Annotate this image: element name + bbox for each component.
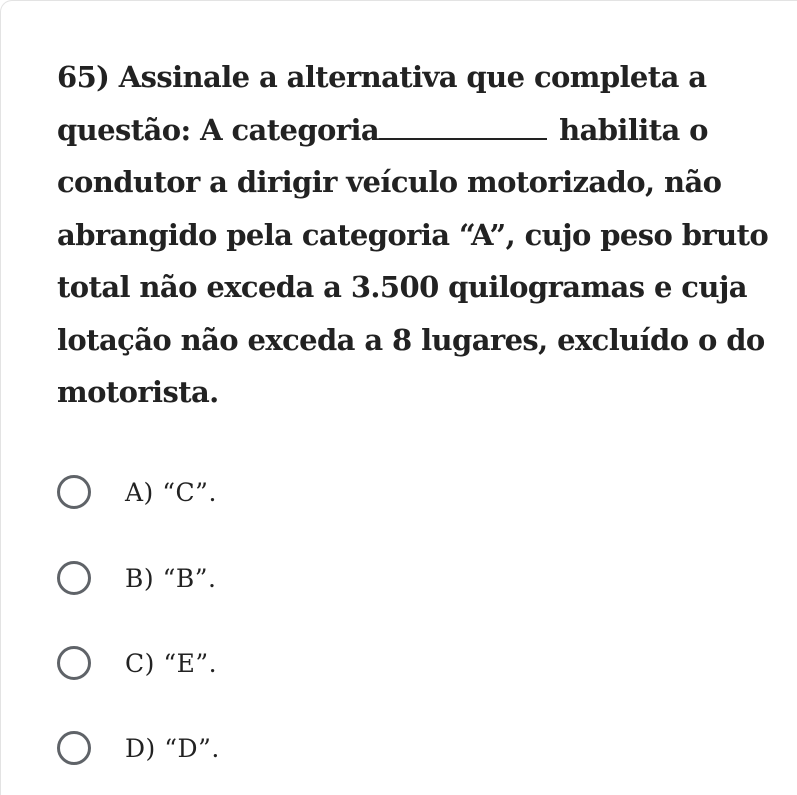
option-label: B) “B”. <box>125 563 217 593</box>
option-d[interactable] <box>57 728 220 768</box>
question-text-before-blank: Assinale a alternativa que completa a questão: A categoria <box>57 60 707 147</box>
option-label: C) “E”. <box>125 648 218 678</box>
radio-button-icon[interactable] <box>57 731 91 765</box>
question-text-after-blank: habilita o condutor a dirigir veículo motorizado, não abrangido pela categoria “A”, cujo peso bruto total não exceda a 3.500 quilogramas e cuja lotação não exceda a 8 lugares, excluído o do motorista. <box>57 112 769 409</box>
radio-button-icon[interactable] <box>57 475 91 509</box>
option-b[interactable] <box>57 558 216 598</box>
option-c[interactable] <box>57 643 217 683</box>
question-text <box>57 51 787 419</box>
answer-blank <box>379 114 547 140</box>
option-a[interactable] <box>57 472 217 512</box>
question-number: 65) <box>57 60 110 94</box>
radio-button-icon[interactable] <box>57 561 91 595</box>
option-label: D) “D”. <box>125 733 220 763</box>
radio-button-icon[interactable] <box>57 646 91 680</box>
option-label: A) “C”. <box>125 477 217 507</box>
